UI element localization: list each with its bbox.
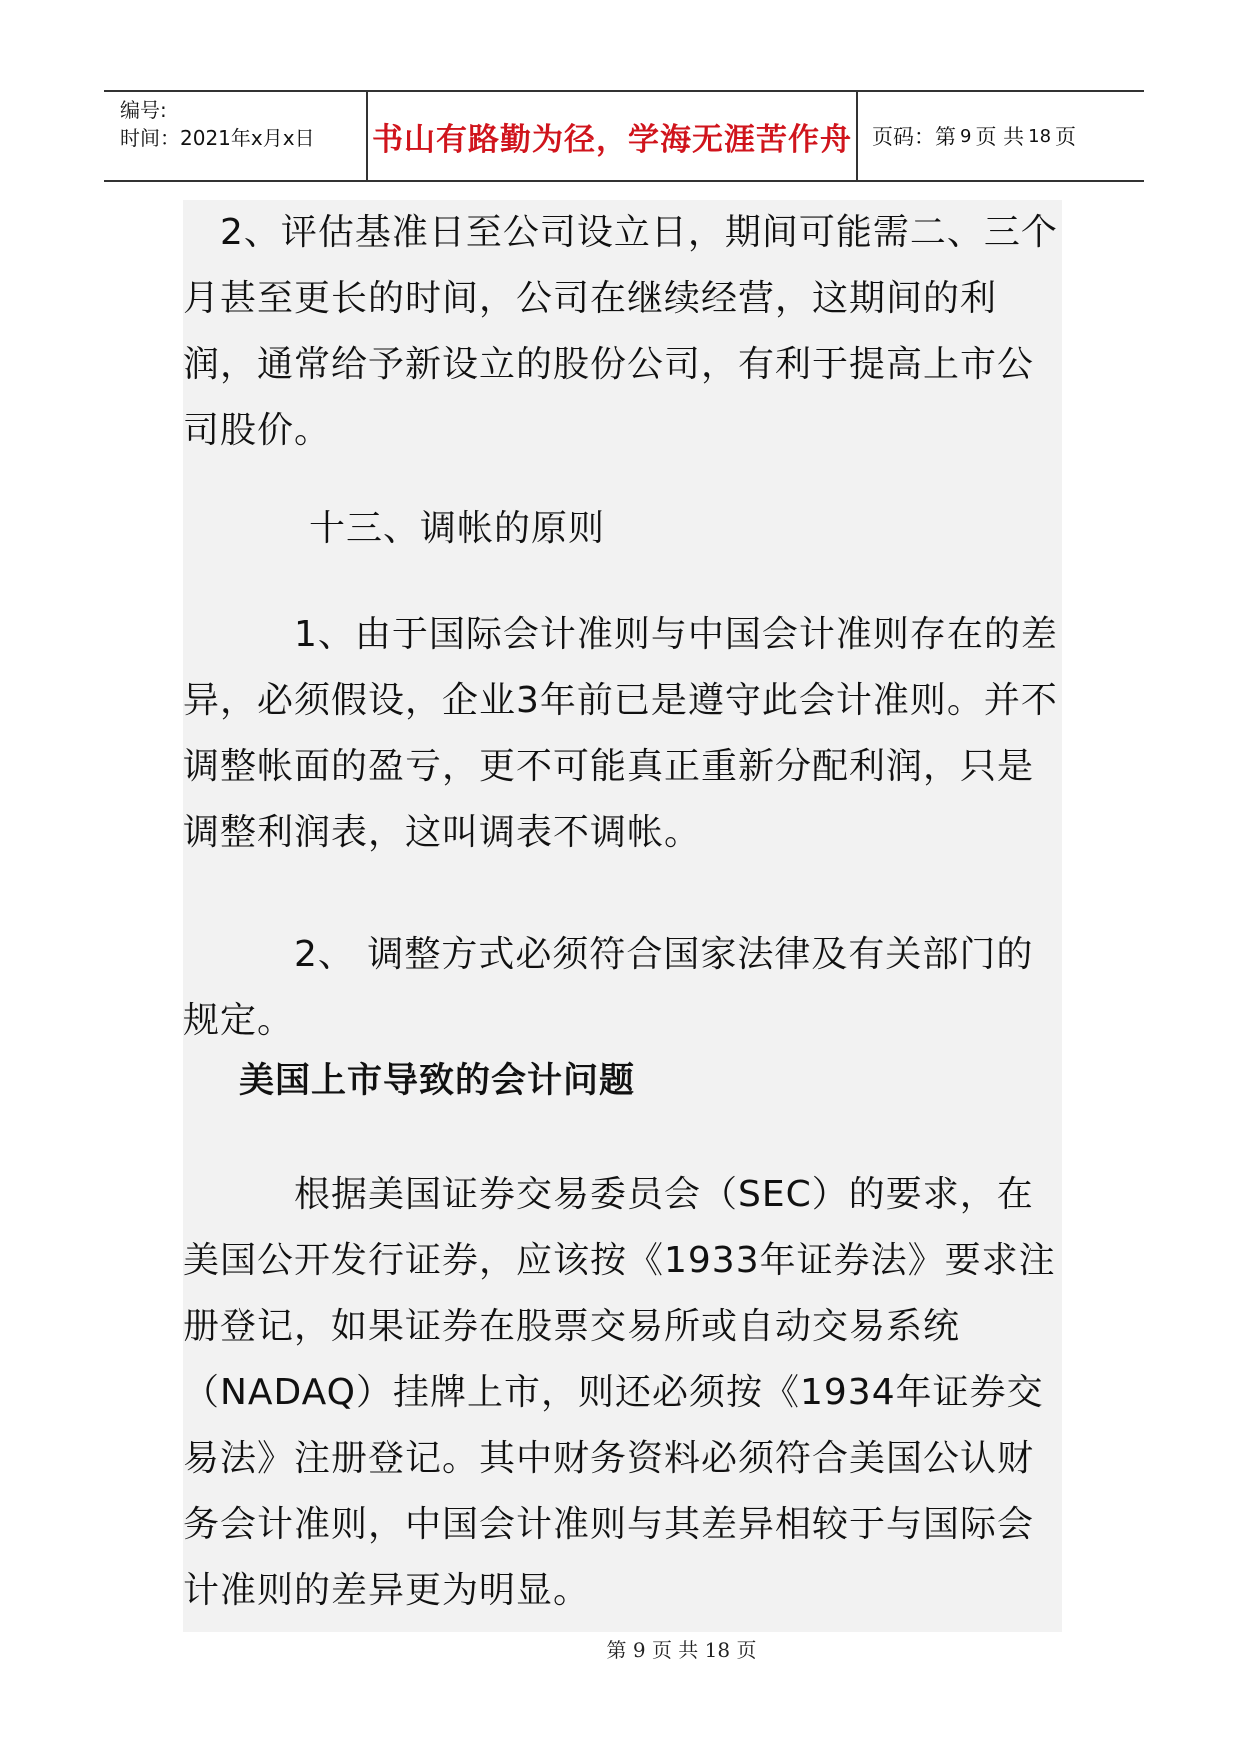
section-title-13: 十三、调帐的原则	[309, 508, 606, 549]
page-suffix: 页	[1055, 125, 1077, 149]
page-header	[104, 90, 1144, 182]
paragraph-1: 2、评估基准日至公司设立日，期间可能需二、三个月甚至更长的时间，公司在继续经营，这期间的利润，通常给予新设立的股份公司，有利于提高上市公司股价。	[183, 212, 1058, 451]
time-label: 时间：2021年x月x日	[120, 126, 315, 150]
header-meta	[104, 92, 368, 180]
page-footer: 第 9 页 共 18 页	[606, 1638, 757, 1662]
paragraph-2: 1、由于国际会计准则与中国会计准则存在的差异，必须假设，企业3年前已是遵守此会计准则。并不调整帐面的盈亏，更不可能真正重新分配利润，只是调整利润表，这叫调表不调帐。	[183, 614, 1058, 853]
page-prefix: 页码：第	[872, 125, 956, 149]
page-mid: 页 共	[975, 125, 1025, 149]
paragraph-4: 根据美国证券交易委员会（SEC）的要求，在美国公开发行证券，应该按《1933年证券法》要求注册登记，如果证券在股票交易所或自动交易系统（NADAQ）挂牌上市，则还必须按《1934年证券交易法》注册登记。其中财务资料必须符合美国公认财务会计准则，中国会计准则与其差异相较于与国际会计准则的差异更为明显。	[183, 1174, 1056, 1611]
section-heading: 美国上市导致的会计问题	[239, 1061, 636, 1101]
number-label: 编号:	[120, 98, 167, 122]
header-page-info	[858, 92, 1144, 180]
paragraph-3: 2、 调整方式必须符合国家法律及有关部门的规定。	[183, 934, 1034, 1041]
page-total: 18	[1028, 125, 1052, 147]
header-motto: 书山有路勤为径，学海无涯苦作舟	[368, 92, 858, 180]
page-number: 9	[960, 125, 972, 147]
document-body	[183, 200, 1062, 1632]
